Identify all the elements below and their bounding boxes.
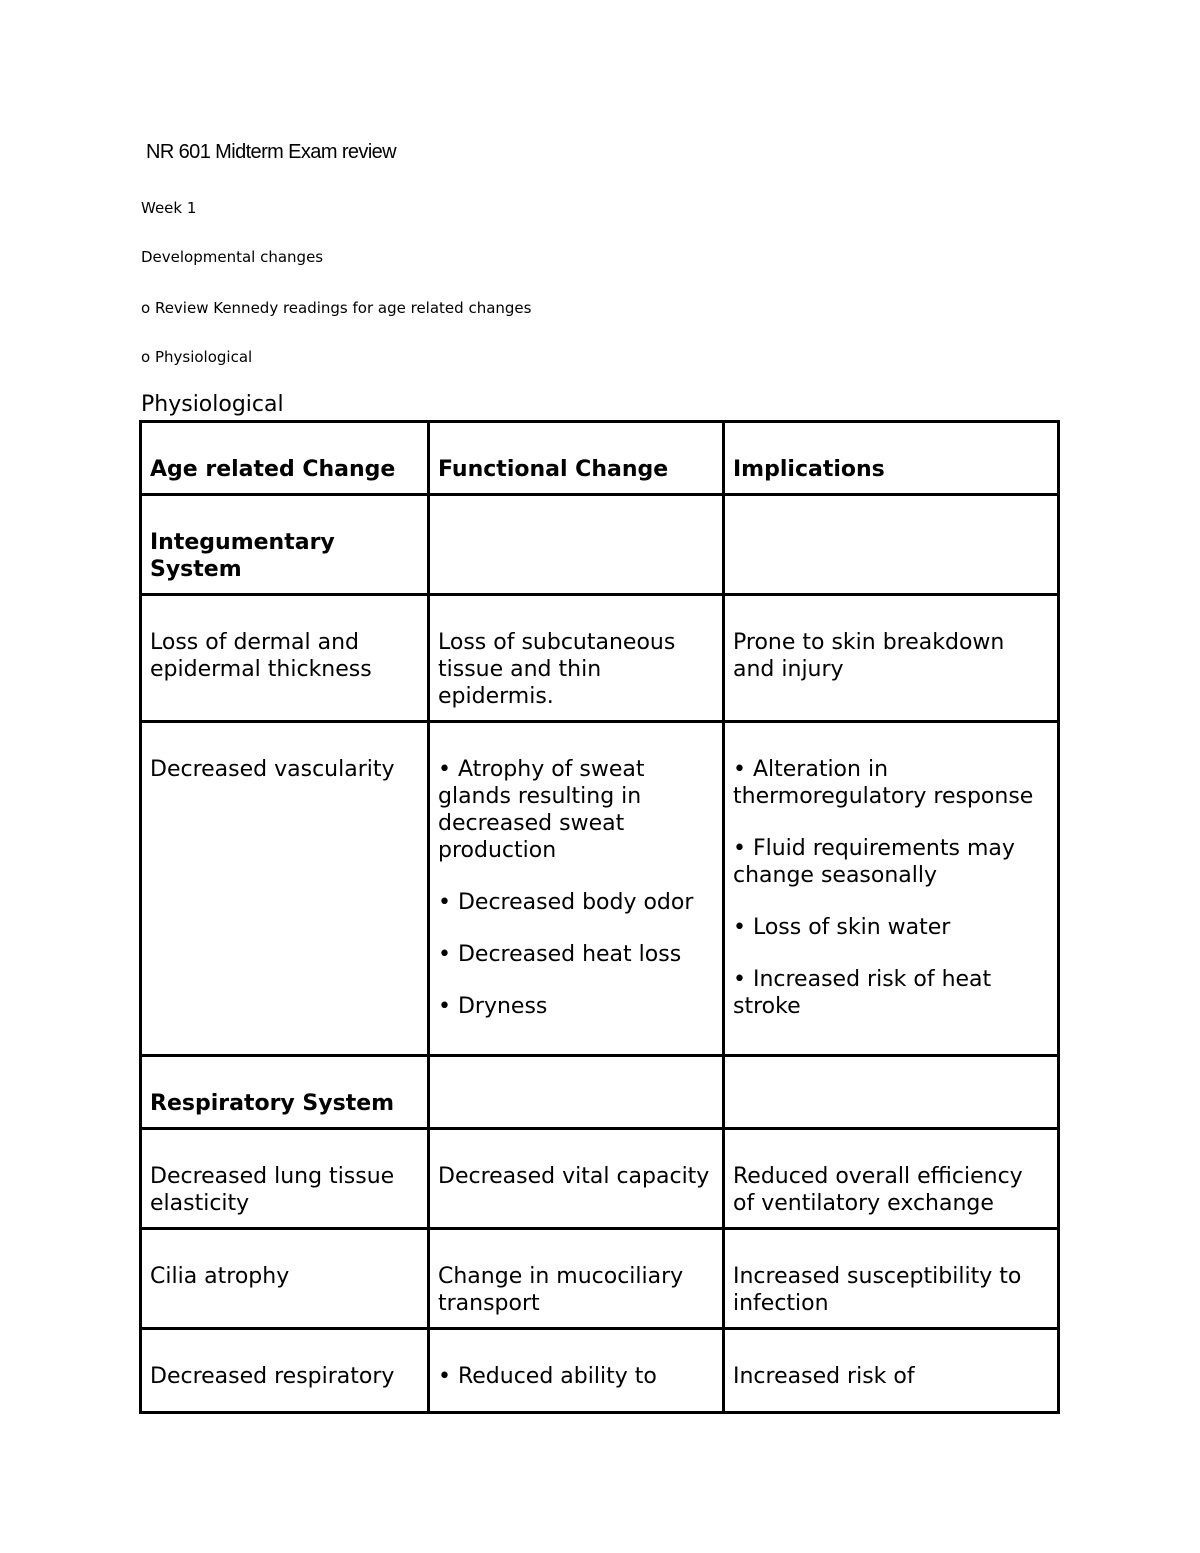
table-row xyxy=(141,595,1059,722)
section-row-integumentary xyxy=(141,495,1059,595)
table-cell xyxy=(724,722,1059,1056)
table-cell xyxy=(141,495,429,595)
cell-text: Decreased lung tissue elasticity xyxy=(150,1164,395,1216)
table-cell xyxy=(429,722,724,1056)
table-cell xyxy=(429,1056,724,1129)
bullet-item: • Decreased heat loss xyxy=(438,942,682,967)
bullet-item: • Dryness xyxy=(438,994,548,1019)
table-row xyxy=(141,1329,1059,1413)
cell-text: Cilia atrophy xyxy=(150,1264,290,1289)
table-cell xyxy=(141,722,429,1056)
table-cell xyxy=(141,1229,429,1329)
table-cell xyxy=(141,1329,429,1413)
table-cell xyxy=(429,1329,724,1413)
bullet-item: • Decreased body odor xyxy=(438,890,694,915)
cell-text: Change in mucociliary transport xyxy=(438,1264,684,1316)
week-label: Week 1 xyxy=(141,199,197,217)
table-cell xyxy=(724,595,1059,722)
cell-text: Decreased vital capacity xyxy=(438,1164,710,1189)
cell-text: Loss of subcutaneous tissue and thin epidermis. xyxy=(438,630,676,709)
cell-text: Prone to skin breakdown and injury xyxy=(733,630,1005,682)
physiological-note-line: o Physiological xyxy=(141,348,253,366)
table-cell xyxy=(429,1229,724,1329)
header-functional-change: Functional Change xyxy=(429,422,724,495)
section-heading: Physiological xyxy=(141,392,284,417)
table-cell xyxy=(724,1329,1059,1413)
topic-line: Developmental changes xyxy=(141,248,324,266)
age-changes-table xyxy=(139,420,1060,1414)
page-title: NR 601 Midterm Exam review xyxy=(146,141,397,163)
section-row-respiratory xyxy=(141,1056,1059,1129)
cell-text: • Reduced ability to xyxy=(438,1364,657,1389)
cell-text: Loss of dermal and epidermal thickness xyxy=(150,630,372,682)
table-row xyxy=(141,1229,1059,1329)
section-label-respiratory: Respiratory System xyxy=(150,1091,395,1116)
header-age-related-change: Age related Change xyxy=(141,422,429,495)
cell-text: Increased susceptibility to infection xyxy=(733,1264,1022,1316)
cell-text: Decreased vascularity xyxy=(150,757,395,782)
cell-text: Reduced overall efficiency of ventilatory exchange xyxy=(733,1164,1023,1216)
table-cell xyxy=(724,1229,1059,1329)
table-cell xyxy=(429,495,724,595)
table-row xyxy=(141,1129,1059,1229)
table-cell xyxy=(429,595,724,722)
header-implications: Implications xyxy=(724,422,1059,495)
bullet-item: • Fluid requirements may change seasonally xyxy=(733,836,1015,888)
bullet-item: • Alteration in thermoregulatory response xyxy=(733,757,1034,809)
table-cell xyxy=(141,1129,429,1229)
table-header-row xyxy=(141,422,1059,495)
table-cell xyxy=(429,1129,724,1229)
review-note-line: o Review Kennedy readings for age related changes xyxy=(141,299,532,317)
table-cell xyxy=(724,1056,1059,1129)
section-label-integumentary: Integumentary System xyxy=(150,530,335,582)
cell-text: Decreased respiratory xyxy=(150,1364,395,1389)
table-cell xyxy=(141,1056,429,1129)
table-cell xyxy=(724,1129,1059,1229)
bullet-item: • Increased risk of heat stroke xyxy=(733,967,992,1019)
table-cell xyxy=(724,495,1059,595)
cell-text: Increased risk of xyxy=(733,1364,915,1389)
bullet-item: • Loss of skin water xyxy=(733,915,951,940)
bullet-item: • Atrophy of sweat glands resulting in decreased sweat production xyxy=(438,757,645,863)
table-cell xyxy=(141,595,429,722)
table-row xyxy=(141,722,1059,1056)
